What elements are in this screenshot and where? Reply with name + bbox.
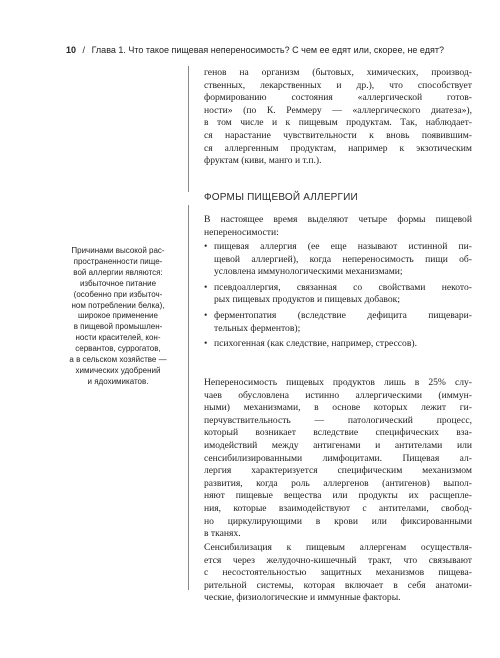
list-item xyxy=(204,241,472,279)
text-line: Непереносимость пищевых продуктов лишь в 25% слу- xyxy=(204,377,472,388)
text-line: ности» (по К. Реммеру — «аллергического диатеза»), xyxy=(204,104,472,116)
text-line: ся нарастание чувствительности к вновь появившим- xyxy=(204,129,472,141)
text-line: псевдоаллергия, связанная со свойствами некото- xyxy=(214,281,472,293)
text-line: лергия характеризуется специфическим механизмом xyxy=(204,465,472,477)
margin-rule-bottom xyxy=(188,205,189,590)
chapter-title: Глава 1. Что такое пищевая непереносимость? С чем ее едят или, скорее, не едят? xyxy=(91,45,444,55)
paragraph-sensitization xyxy=(204,542,472,605)
text-line: няют пищевые вещества или продукты их расщепле- xyxy=(204,490,472,502)
text-line: пищевая аллергия (ее еще называют истинной пи- xyxy=(214,241,472,252)
text-line: формированию состояния «аллергической готов- xyxy=(204,92,472,104)
note-line: вой аллергии являются: xyxy=(73,267,163,277)
list-item xyxy=(204,310,472,335)
section-heading: ФОРМЫ ПИЩЕВОЙ АЛЛЕРГИИ xyxy=(204,192,358,203)
running-header xyxy=(66,44,486,56)
bullet-marker: • xyxy=(204,281,208,293)
text-line: ния, которые взаимодействуют с антителами, свобод- xyxy=(204,502,472,514)
text-line: ся аллергенным продуктам, например к экзотическим xyxy=(204,142,472,154)
note-line: сервантов, суррогатов, xyxy=(75,344,161,354)
list-item xyxy=(204,338,472,351)
page-number: 10 xyxy=(66,45,77,55)
note-line: ном потреблении белка), xyxy=(71,300,165,310)
bullet-list xyxy=(204,241,472,351)
text-line: Сенсибилизация к пищевым аллергенам осуществля- xyxy=(204,542,472,553)
text-line: ственных, лекарственных и др.), что способствует xyxy=(204,79,472,91)
header-separator: / xyxy=(82,45,86,55)
text-line: рых пищевых продуктов и пищевых добавок; xyxy=(214,294,401,306)
text-line: генов на организм (бытовых, химических, производ- xyxy=(204,67,472,78)
margin-note xyxy=(52,246,184,388)
text-line: тельных ферментов); xyxy=(214,322,301,334)
note-line: ности красителей, кон- xyxy=(75,333,161,343)
text-line: ными) механизмами, в основе которых лежит ги- xyxy=(204,402,472,414)
text-line: но циркулирующими в крови или фиксированными xyxy=(204,515,472,527)
bullet-marker: • xyxy=(204,309,208,321)
text-line: в том числе и к пищевым продуктам. Так, наблюдает- xyxy=(204,117,472,129)
intro-paragraph xyxy=(204,67,472,168)
note-line: пространенности пище- xyxy=(73,256,163,266)
text-line: перчувствительность — патологический процесс, xyxy=(204,414,472,426)
note-line: (особенно при избыточ- xyxy=(73,289,163,299)
text-line: непереносимости: xyxy=(204,226,279,238)
note-line: в пищевой промышлен- xyxy=(73,322,163,332)
bullet-marker: • xyxy=(204,338,208,350)
text-line: фруктам (киви, манго и т.п.). xyxy=(204,155,322,167)
note-line: Причинами высокой рас- xyxy=(71,246,165,255)
text-line: который возникает вследствие специфических вза- xyxy=(204,427,472,439)
text-line: рительной системы, которая включает в себя анатоми- xyxy=(204,579,472,591)
text-line: условлена иммунологическими механизмами; xyxy=(214,266,403,278)
note-line: широкое применение xyxy=(78,311,158,321)
paragraph-mechanism xyxy=(204,377,472,541)
note-line: а в сельском хозяйстве — xyxy=(69,355,167,365)
list-item xyxy=(204,282,472,307)
note-line: химических удобрений xyxy=(75,365,161,375)
text-line: ческие, физиологические и иммунные факторы. xyxy=(204,592,401,604)
forms-intro xyxy=(204,214,472,239)
margin-rule-top xyxy=(188,66,189,192)
text-line: сенсибилизированными лимфоцитами. Пищевая ал- xyxy=(204,452,472,464)
text-line: в тканях. xyxy=(204,528,241,540)
note-line: избыточное питание xyxy=(79,278,157,288)
text-line: ется через желудочно-кишечный тракт, что связывают xyxy=(204,554,472,566)
text-line: В настоящее время выделяют четыре формы пищевой xyxy=(204,214,472,225)
text-line: имодействий между антигенами и антителами или xyxy=(204,439,472,451)
bullet-marker: • xyxy=(204,241,208,252)
text-line: психогенная (как следствие, например, стрессов). xyxy=(214,338,417,350)
text-line: с несостоятельностью защитных механизмов пищева- xyxy=(204,567,472,579)
note-line: и ядохимикатов. xyxy=(87,376,149,386)
text-line: развития, когда роль аллергенов (антигенов) выпол- xyxy=(204,477,472,489)
text-line: ферментопатия (вследствие дефицита пищевари- xyxy=(214,309,472,321)
text-line: чаев обусловлена истинно аллергическими (иммун- xyxy=(204,389,472,401)
text-line: щевой аллергией), когда непереносимость пищи об- xyxy=(214,253,472,265)
